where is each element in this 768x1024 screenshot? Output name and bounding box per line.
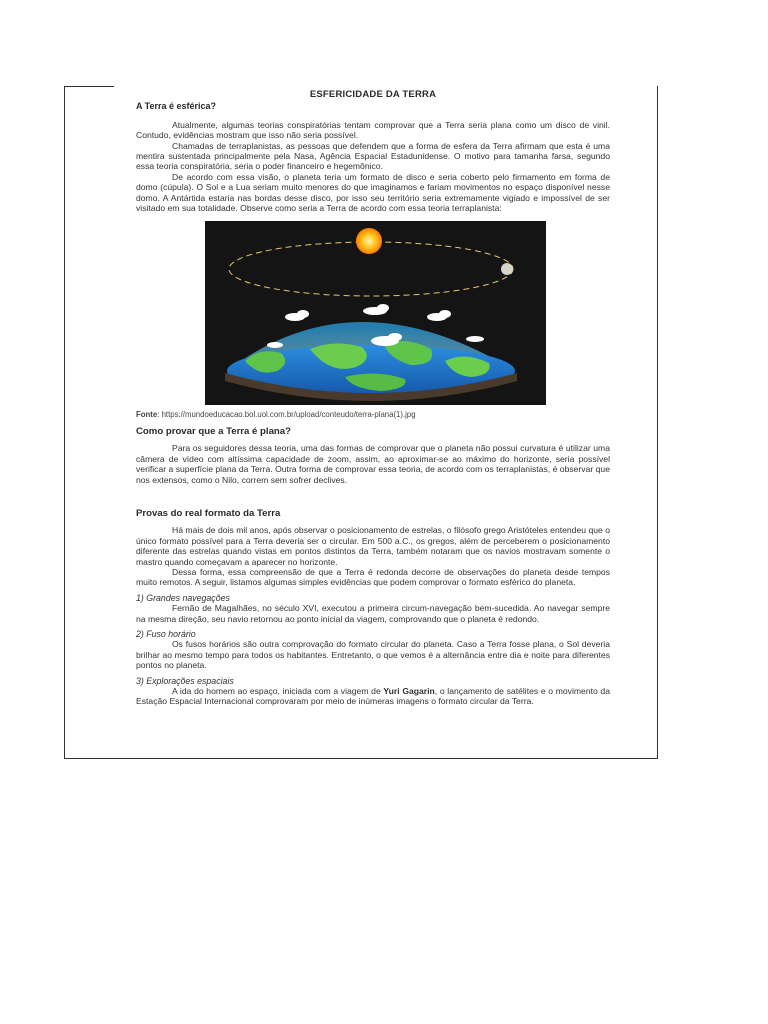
figure-source — [136, 410, 610, 420]
section-heading-esferica: A Terra é esférica? — [136, 101, 217, 112]
list-item-text — [136, 686, 610, 707]
text-fragment: A ida do homem ao espaço, iniciada com a viagem de — [172, 686, 384, 696]
page-frame-right — [657, 86, 658, 759]
list-item-heading: 1) Grandes navegações — [136, 592, 230, 603]
figure-source-url: : https://mundoeducacao.bol.uol.com.br/upload/conteudo/terra-plana(1).jpg — [157, 410, 416, 420]
list-item-text: Os fusos horários são outra comprovação do formato circular do planeta. Caso a Terra fosse plana, o Sol deveria brilhar ao mesmo tempo para todos os habitantes. Entretanto, o que vemos é a alternância entre dia e noite para diferentes pontos no planeta. — [136, 639, 610, 671]
paragraph: Há mais de dois mil anos, após observar o posicionamento de estrelas, o filósofo grego Aristóteles entendeu que o único formato possível para a Terra deveria ser o circular. Em 500 a.C., os gregos, além de perceberem o posicionamento diferente das estrelas quando vistas em pontos distintos da Terra, também notaram que os navios mostravam somente o mastro quando começavam a aparecer no horizonte. — [136, 525, 610, 567]
list-item-text: Fernão de Magalhães, no século XVI, executou a primeira circum-navegação bem-sucedida. Ao navegar sempre na mesma direção, seu navio retornou ao ponto inicial da viagem, comprovando que o planeta é redondo. — [136, 603, 610, 624]
page-frame-top — [64, 86, 114, 87]
moon-icon — [501, 263, 513, 275]
page-frame-bottom — [64, 758, 658, 759]
paragraph: De acordo com essa visão, o planeta teria um formato de disco e seria coberto pelo firmamento em forma de domo (cúpula). O Sol e a Lua seriam muito menores do que imaginamos e fariam movimentos no espaço disponível nesse domo. A Antártida estaria nas bordas desse disco, por isso seu território seria extremamente vigiado e impossível de ser visitado em sua totalidade. Observe como seria a Terra de acordo com essa teoria terraplanista: — [136, 171, 610, 214]
list-item-heading: 3) Explorações espaciais — [136, 675, 234, 686]
paragraph: Dessa forma, essa compreensão de que a Terra é redonda decorre de observações do planeta desde tempos muito remotos. A seguir, listamos algumas simples evidências que podem comprovar o formato esférico do planeta. — [136, 566, 610, 588]
person-name: Yuri Gagarin — [383, 686, 435, 696]
document-title: ESFERICIDADE DA TERRA — [309, 89, 437, 100]
page-frame-left — [64, 86, 65, 759]
section-heading-provar: Como provar que a Terra é plana? — [136, 425, 291, 437]
paragraph: Chamadas de terraplanistas, as pessoas que defendem que a forma de esfera da Terra afirmam que esta é uma mentira sustentada principalmente pela Nasa, Agência Espacial Estadunidense. O motivo para tamanha farsa, segundo essa teoria conspiratória, seria o poder financeiro e hegemônico. — [136, 140, 610, 172]
flat-earth-illustration — [205, 221, 546, 405]
list-item-heading: 2) Fuso horário — [136, 628, 196, 639]
flat-earth-image — [205, 221, 546, 405]
document-body — [136, 90, 610, 707]
figure-source-label: Fonte — [136, 410, 158, 420]
paragraph: Para os seguidores dessa teoria, uma das formas de comprovar que o planeta não possui curvatura é utilizar uma câmera de vídeo com altíssima capacidade de zoom, assim, ao aproximar-se ao máximo do horizonte, seria possível verificar a superfície plana da Terra. Outra forma de comprovar essa teoria, de acordo com os terraplanistas, é observar que nos extensos, como o Nilo, correm sem sofrer declives. — [136, 443, 610, 485]
sun-icon — [356, 228, 382, 254]
section-heading-provas: Provas do real formato da Terra — [136, 507, 281, 519]
paragraph: Atualmente, algumas teorias conspiratórias tentam comprovar que a Terra seria plana como um disco de vinil. Contudo, evidências mostram que isso não seria possível. — [136, 119, 610, 141]
text-fragment: , o lançamento de satélites e o movimento da Estação Espacial Internacional comprovaram por meio de inúmeras imagens o formato circular da Terra. — [136, 686, 610, 707]
